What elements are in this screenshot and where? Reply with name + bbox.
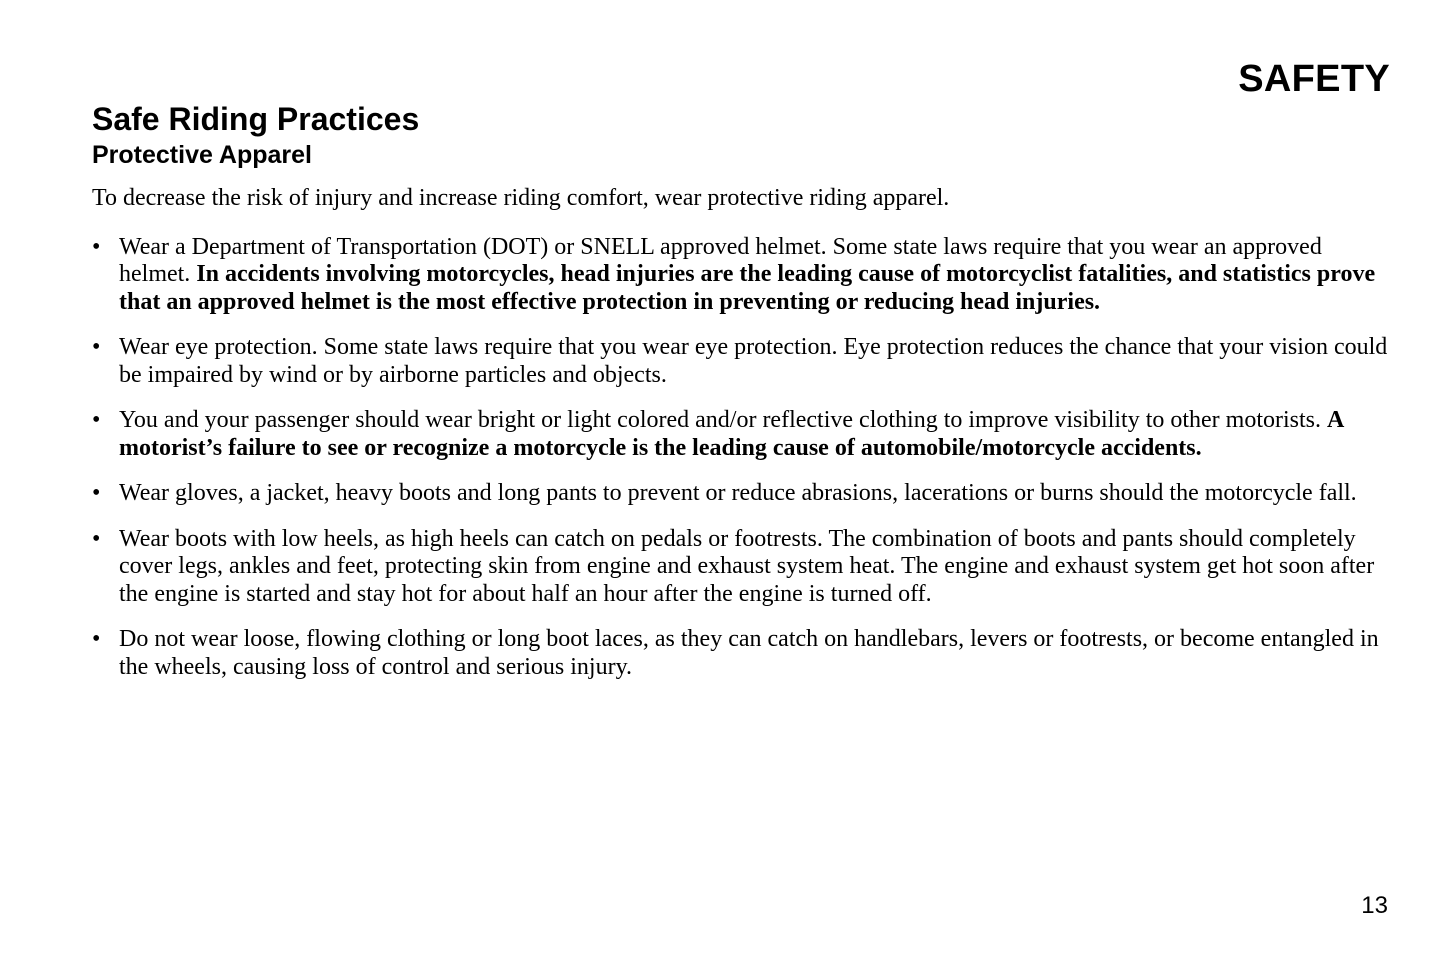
section-header: SAFETY [1238,58,1390,100]
bullet-plain-text: Do not wear loose, flowing clothing or long boot laces, as they can catch on handlebars, levers or footrests, or become entangled in the wheels, causing loss of control and serious injury. [119,626,1379,680]
bullet-icon: • [92,233,101,260]
bullet-text [119,407,1343,461]
bullet-list [92,234,1392,682]
intro-paragraph: To decrease the risk of injury and increase riding comfort, wear protective riding apparel. [92,185,950,211]
bullet-icon: • [92,525,101,552]
page-title: Safe Riding Practices [92,101,420,137]
bullet-plain-text: Wear boots with low heels, as high heels can catch on pedals or footrests. The combination of boots and pants should completely cover legs, ankles and feet, protecting skin from engine and exhaust system heat. The engine and exhaust system get hot soon after the engine is started and stay hot for about half an hour after the engine is turned off. [119,525,1375,607]
bullet-icon: • [92,407,101,433]
bullet-plain-text: Wear a Department of Transportation (DOT) or SNELL approved helmet. Some state laws require that you wear an approved helmet. [119,233,1322,287]
bullet-bold-text: A motorist’s failure to see or recognize a motorcycle is the leading cause of automobile/motorcycle accidents. [119,407,1344,461]
bullet-item [92,234,1392,317]
bullet-text [119,480,1357,506]
bullet-text [119,334,1387,388]
bullet-icon: • [92,480,101,506]
bullet-icon: • [92,626,101,652]
bullet-item [92,407,1392,462]
subtitle: Protective Apparel [92,141,312,169]
bullet-item [92,480,1392,508]
bullet-plain-text: Wear gloves, a jacket, heavy boots and long pants to prevent or reduce abrasions, lacerations or burns should the motorcycle fall. [119,480,1357,506]
content [92,99,1392,699]
bullet-item [92,526,1392,609]
bullet-item [92,334,1392,389]
bullet-bold-text: In accidents involving motorcycles, head injuries are the leading cause of motorcyclist fatalities, and statistics prove that an approved helmet is the most effective protection in preventing or reducing head injuries. [119,261,1376,315]
bullet-plain-text: Wear eye protection. Some state laws require that you wear eye protection. Eye protection reduces the chance that your vision could be impaired by wind or by airborne particles and objects. [119,334,1388,388]
bullet-text [119,526,1374,607]
page-number: 13 [1361,892,1388,919]
bullet-plain-text: You and your passenger should wear bright or light colored and/or reflective clothing to improve visibility to other motorists. [119,407,1328,433]
bullet-text [119,234,1375,315]
bullet-item [92,626,1392,681]
bullet-text [119,626,1379,680]
bullet-icon: • [92,334,101,360]
